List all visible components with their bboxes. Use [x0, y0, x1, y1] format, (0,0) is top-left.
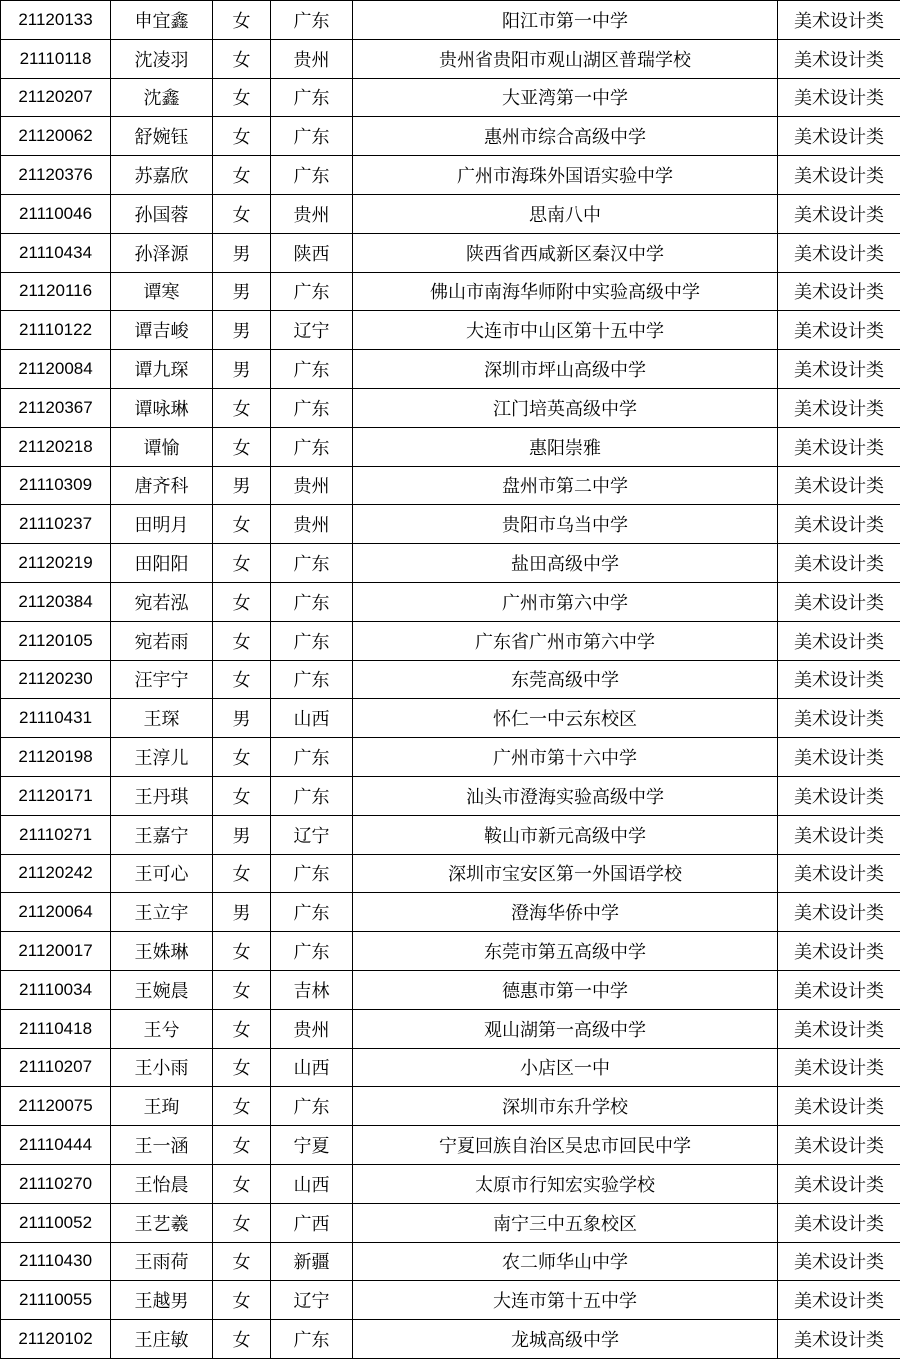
student-name-cell: 苏嘉欣	[111, 156, 213, 195]
school-cell: 广州市第十六中学	[353, 738, 778, 777]
student-id-cell: 21120105	[1, 621, 111, 660]
gender-cell: 女	[213, 194, 271, 233]
category-cell: 美术设计类	[778, 1087, 900, 1126]
table-row	[1, 854, 900, 893]
province-cell: 新疆	[271, 1242, 353, 1281]
province-cell: 贵州	[271, 505, 353, 544]
school-cell: 广州市海珠外国语实验中学	[353, 156, 778, 195]
gender-cell: 男	[213, 350, 271, 389]
category-cell: 美术设计类	[778, 815, 900, 854]
student-name-cell: 沈鑫	[111, 78, 213, 117]
gender-cell: 男	[213, 311, 271, 350]
school-cell: 大连市第十五中学	[353, 1281, 778, 1320]
category-cell: 美术设计类	[778, 776, 900, 815]
province-cell: 贵州	[271, 39, 353, 78]
school-cell: 贵阳市乌当中学	[353, 505, 778, 544]
student-id-cell: 21110271	[1, 815, 111, 854]
gender-cell: 女	[213, 738, 271, 777]
student-name-cell: 谭愉	[111, 427, 213, 466]
table-row	[1, 350, 900, 389]
student-name-cell: 王庄敏	[111, 1320, 213, 1359]
category-cell: 美术设计类	[778, 156, 900, 195]
table-row	[1, 311, 900, 350]
student-name-cell: 王姝琳	[111, 932, 213, 971]
student-name-cell: 申宜鑫	[111, 1, 213, 40]
province-cell: 广东	[271, 156, 353, 195]
student-id-cell: 21120242	[1, 854, 111, 893]
category-cell: 美术设计类	[778, 893, 900, 932]
category-cell: 美术设计类	[778, 544, 900, 583]
category-cell: 美术设计类	[778, 582, 900, 621]
province-cell: 山西	[271, 1164, 353, 1203]
school-cell: 广东省广州市第六中学	[353, 621, 778, 660]
gender-cell: 女	[213, 1126, 271, 1165]
gender-cell: 女	[213, 932, 271, 971]
table-row	[1, 1242, 900, 1281]
category-cell: 美术设计类	[778, 970, 900, 1009]
province-cell: 广东	[271, 621, 353, 660]
student-id-cell: 21110055	[1, 1281, 111, 1320]
table-row	[1, 272, 900, 311]
school-cell: 深圳市宝安区第一外国语学校	[353, 854, 778, 893]
table-row	[1, 1, 900, 40]
province-cell: 广东	[271, 776, 353, 815]
table-row	[1, 194, 900, 233]
student-id-cell: 21110034	[1, 970, 111, 1009]
student-id-cell: 21120219	[1, 544, 111, 583]
table-row	[1, 582, 900, 621]
student-id-cell: 21110309	[1, 466, 111, 505]
province-cell: 辽宁	[271, 1281, 353, 1320]
student-id-cell: 21120367	[1, 388, 111, 427]
student-name-cell: 王立宇	[111, 893, 213, 932]
province-cell: 山西	[271, 699, 353, 738]
gender-cell: 女	[213, 1164, 271, 1203]
province-cell: 贵州	[271, 466, 353, 505]
gender-cell: 女	[213, 1281, 271, 1320]
gender-cell: 女	[213, 1087, 271, 1126]
category-cell: 美术设计类	[778, 621, 900, 660]
table-row	[1, 1320, 900, 1359]
student-id-cell: 21110207	[1, 1048, 111, 1087]
gender-cell: 女	[213, 156, 271, 195]
student-name-cell: 王越男	[111, 1281, 213, 1320]
student-id-cell: 21120207	[1, 78, 111, 117]
category-cell: 美术设计类	[778, 1242, 900, 1281]
gender-cell: 男	[213, 233, 271, 272]
school-cell: 龙城高级中学	[353, 1320, 778, 1359]
province-cell: 广东	[271, 544, 353, 583]
table-row	[1, 233, 900, 272]
gender-cell: 男	[213, 699, 271, 738]
student-name-cell: 王雨荷	[111, 1242, 213, 1281]
student-name-cell: 谭寒	[111, 272, 213, 311]
school-cell: 澄海华侨中学	[353, 893, 778, 932]
student-name-cell: 宛若泓	[111, 582, 213, 621]
province-cell: 宁夏	[271, 1126, 353, 1165]
school-cell: 太原市行知宏实验学校	[353, 1164, 778, 1203]
school-cell: 宁夏回族自治区吴忠市回民中学	[353, 1126, 778, 1165]
province-cell: 吉林	[271, 970, 353, 1009]
province-cell: 广东	[271, 117, 353, 156]
province-cell: 广东	[271, 1087, 353, 1126]
student-name-cell: 汪宇宁	[111, 660, 213, 699]
student-id-cell: 21110052	[1, 1203, 111, 1242]
province-cell: 辽宁	[271, 815, 353, 854]
school-cell: 农二师华山中学	[353, 1242, 778, 1281]
school-cell: 江门培英高级中学	[353, 388, 778, 427]
gender-cell: 男	[213, 893, 271, 932]
student-id-cell: 21110434	[1, 233, 111, 272]
school-cell: 贵州省贵阳市观山湖区普瑞学校	[353, 39, 778, 78]
student-name-cell: 王艺羲	[111, 1203, 213, 1242]
student-name-cell: 谭九琛	[111, 350, 213, 389]
student-id-cell: 21110444	[1, 1126, 111, 1165]
category-cell: 美术设计类	[778, 854, 900, 893]
province-cell: 广西	[271, 1203, 353, 1242]
province-cell: 广东	[271, 350, 353, 389]
table-row	[1, 1048, 900, 1087]
student-name-cell: 田阳阳	[111, 544, 213, 583]
province-cell: 广东	[271, 1, 353, 40]
student-id-cell: 21110046	[1, 194, 111, 233]
school-cell: 佛山市南海华师附中实验高级中学	[353, 272, 778, 311]
category-cell: 美术设计类	[778, 1203, 900, 1242]
province-cell: 广东	[271, 78, 353, 117]
student-name-cell: 王珣	[111, 1087, 213, 1126]
student-name-cell: 田明月	[111, 505, 213, 544]
student-id-cell: 21110431	[1, 699, 111, 738]
table-row	[1, 1126, 900, 1165]
student-id-cell: 21120198	[1, 738, 111, 777]
category-cell: 美术设计类	[778, 738, 900, 777]
gender-cell: 女	[213, 582, 271, 621]
gender-cell: 女	[213, 117, 271, 156]
gender-cell: 女	[213, 776, 271, 815]
student-id-cell: 21120116	[1, 272, 111, 311]
school-cell: 德惠市第一中学	[353, 970, 778, 1009]
student-name-cell: 王琛	[111, 699, 213, 738]
category-cell: 美术设计类	[778, 78, 900, 117]
table-row	[1, 738, 900, 777]
student-id-cell: 21120171	[1, 776, 111, 815]
category-cell: 美术设计类	[778, 39, 900, 78]
category-cell: 美术设计类	[778, 427, 900, 466]
school-cell: 大连市中山区第十五中学	[353, 311, 778, 350]
student-id-cell: 21120218	[1, 427, 111, 466]
province-cell: 贵州	[271, 194, 353, 233]
student-name-cell: 王怡晨	[111, 1164, 213, 1203]
table-row	[1, 815, 900, 854]
table-row	[1, 1164, 900, 1203]
school-cell: 汕头市澄海实验高级中学	[353, 776, 778, 815]
table-row	[1, 1203, 900, 1242]
student-id-cell: 21120064	[1, 893, 111, 932]
table-row	[1, 1009, 900, 1048]
category-cell: 美术设计类	[778, 1164, 900, 1203]
school-cell: 广州市第六中学	[353, 582, 778, 621]
table-row	[1, 39, 900, 78]
table-row	[1, 117, 900, 156]
gender-cell: 女	[213, 1320, 271, 1359]
province-cell: 山西	[271, 1048, 353, 1087]
table-row	[1, 466, 900, 505]
student-name-cell: 王可心	[111, 854, 213, 893]
gender-cell: 女	[213, 854, 271, 893]
province-cell: 广东	[271, 738, 353, 777]
gender-cell: 女	[213, 970, 271, 1009]
school-cell: 大亚湾第一中学	[353, 78, 778, 117]
gender-cell: 女	[213, 660, 271, 699]
school-cell: 深圳市坪山高级中学	[353, 350, 778, 389]
table-row	[1, 388, 900, 427]
gender-cell: 女	[213, 1203, 271, 1242]
province-cell: 陕西	[271, 233, 353, 272]
table-row	[1, 660, 900, 699]
student-name-cell: 王淳儿	[111, 738, 213, 777]
table-row	[1, 970, 900, 1009]
school-cell: 东莞市第五高级中学	[353, 932, 778, 971]
student-name-cell: 王一涵	[111, 1126, 213, 1165]
table-row	[1, 78, 900, 117]
category-cell: 美术设计类	[778, 1009, 900, 1048]
gender-cell: 女	[213, 1048, 271, 1087]
student-id-cell: 21110430	[1, 1242, 111, 1281]
student-name-cell: 孙泽源	[111, 233, 213, 272]
school-cell: 惠阳崇雅	[353, 427, 778, 466]
category-cell: 美术设计类	[778, 1048, 900, 1087]
gender-cell: 女	[213, 39, 271, 78]
gender-cell: 女	[213, 388, 271, 427]
category-cell: 美术设计类	[778, 505, 900, 544]
student-name-cell: 谭咏琳	[111, 388, 213, 427]
student-id-cell: 21110122	[1, 311, 111, 350]
student-id-cell: 21120133	[1, 1, 111, 40]
student-id-cell: 21110418	[1, 1009, 111, 1048]
category-cell: 美术设计类	[778, 388, 900, 427]
province-cell: 广东	[271, 272, 353, 311]
table-row	[1, 505, 900, 544]
school-cell: 陕西省西咸新区秦汉中学	[353, 233, 778, 272]
province-cell: 广东	[271, 1320, 353, 1359]
gender-cell: 女	[213, 544, 271, 583]
gender-cell: 男	[213, 272, 271, 311]
student-id-cell: 21110270	[1, 1164, 111, 1203]
school-cell: 惠州市综合高级中学	[353, 117, 778, 156]
school-cell: 盘州市第二中学	[353, 466, 778, 505]
province-cell: 广东	[271, 427, 353, 466]
category-cell: 美术设计类	[778, 699, 900, 738]
gender-cell: 女	[213, 1242, 271, 1281]
province-cell: 广东	[271, 854, 353, 893]
gender-cell: 女	[213, 1009, 271, 1048]
student-id-cell: 21120017	[1, 932, 111, 971]
student-id-cell: 21120230	[1, 660, 111, 699]
student-name-cell: 唐齐科	[111, 466, 213, 505]
school-cell: 南宁三中五象校区	[353, 1203, 778, 1242]
school-cell: 盐田高级中学	[353, 544, 778, 583]
province-cell: 广东	[271, 893, 353, 932]
province-cell: 广东	[271, 388, 353, 427]
gender-cell: 男	[213, 466, 271, 505]
gender-cell: 女	[213, 427, 271, 466]
category-cell: 美术设计类	[778, 660, 900, 699]
roster-body	[1, 1, 900, 1359]
gender-cell: 女	[213, 505, 271, 544]
school-cell: 阳江市第一中学	[353, 1, 778, 40]
student-name-cell: 王小雨	[111, 1048, 213, 1087]
category-cell: 美术设计类	[778, 117, 900, 156]
category-cell: 美术设计类	[778, 932, 900, 971]
category-cell: 美术设计类	[778, 466, 900, 505]
student-name-cell: 沈凌羽	[111, 39, 213, 78]
student-id-cell: 21120075	[1, 1087, 111, 1126]
student-id-cell: 21120376	[1, 156, 111, 195]
gender-cell: 男	[213, 815, 271, 854]
school-cell: 东莞高级中学	[353, 660, 778, 699]
table-row	[1, 776, 900, 815]
student-name-cell: 王嘉宁	[111, 815, 213, 854]
category-cell: 美术设计类	[778, 194, 900, 233]
gender-cell: 女	[213, 621, 271, 660]
category-cell: 美术设计类	[778, 1126, 900, 1165]
student-name-cell: 谭吉峻	[111, 311, 213, 350]
student-id-cell: 21120084	[1, 350, 111, 389]
student-name-cell: 王丹琪	[111, 776, 213, 815]
province-cell: 广东	[271, 932, 353, 971]
category-cell: 美术设计类	[778, 350, 900, 389]
category-cell: 美术设计类	[778, 272, 900, 311]
school-cell: 深圳市东升学校	[353, 1087, 778, 1126]
student-id-cell: 21110118	[1, 39, 111, 78]
table-row	[1, 621, 900, 660]
table-row	[1, 932, 900, 971]
student-id-cell: 21120102	[1, 1320, 111, 1359]
category-cell: 美术设计类	[778, 1, 900, 40]
student-id-cell: 21120062	[1, 117, 111, 156]
table-row	[1, 699, 900, 738]
table-row	[1, 1087, 900, 1126]
table-row	[1, 893, 900, 932]
school-cell: 观山湖第一高级中学	[353, 1009, 778, 1048]
category-cell: 美术设计类	[778, 1281, 900, 1320]
table-row	[1, 427, 900, 466]
student-name-cell: 王婉晨	[111, 970, 213, 1009]
student-name-cell: 孙国蓉	[111, 194, 213, 233]
table-row	[1, 544, 900, 583]
student-id-cell: 21120384	[1, 582, 111, 621]
student-name-cell: 舒婉钰	[111, 117, 213, 156]
school-cell: 小店区一中	[353, 1048, 778, 1087]
table-row	[1, 156, 900, 195]
school-cell: 鞍山市新元高级中学	[353, 815, 778, 854]
student-id-cell: 21110237	[1, 505, 111, 544]
gender-cell: 女	[213, 1, 271, 40]
category-cell: 美术设计类	[778, 311, 900, 350]
school-cell: 怀仁一中云东校区	[353, 699, 778, 738]
student-name-cell: 宛若雨	[111, 621, 213, 660]
province-cell: 辽宁	[271, 311, 353, 350]
student-name-cell: 王兮	[111, 1009, 213, 1048]
school-cell: 思南八中	[353, 194, 778, 233]
gender-cell: 女	[213, 78, 271, 117]
province-cell: 广东	[271, 660, 353, 699]
table-row	[1, 1281, 900, 1320]
category-cell: 美术设计类	[778, 1320, 900, 1359]
province-cell: 贵州	[271, 1009, 353, 1048]
province-cell: 广东	[271, 582, 353, 621]
category-cell: 美术设计类	[778, 233, 900, 272]
